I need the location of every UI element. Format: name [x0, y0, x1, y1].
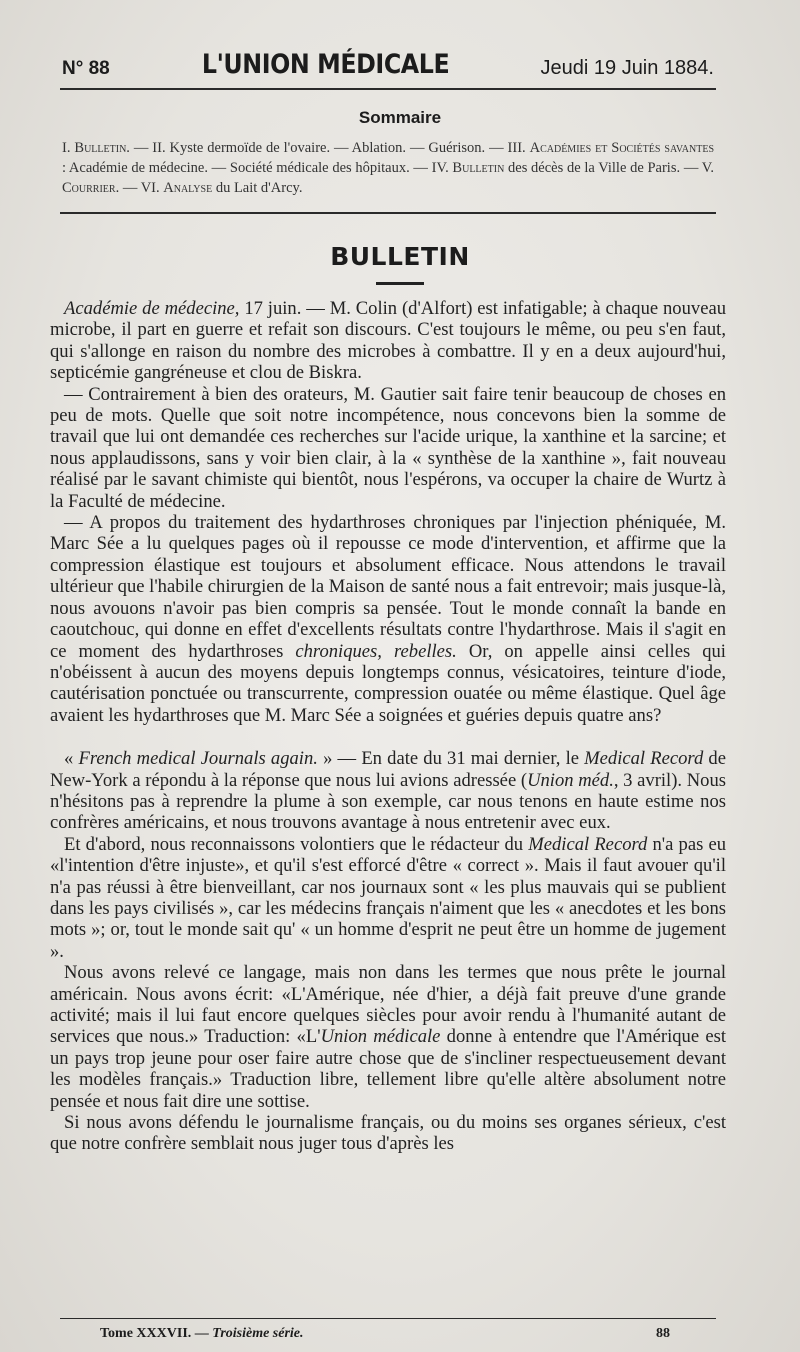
bulletin-heading: BULLETIN — [330, 242, 470, 271]
header-rule — [60, 88, 716, 90]
paragraph: « French medical Journals again. » — En date du 31 mai dernier, le Medical Record de New-York a répondu à la réponse que nous lui avions adressée (Union méd., 3 avril). Nous n'hésitons pas à reprendre la plume à son exemple, car nous tenons en haute estime nos confrères américains, et nous trouvons avantage à nous entretenir avec eux. — [50, 748, 726, 834]
paragraph: Et d'abord, nous reconnaissons volontiers que le rédacteur du Medical Record n'a pas eu «l'intention d'être injuste», et qu'il s'est efforcé d'être « correct ». Mais il faut avouer qu'il n'a pas réussi à être bienveillant, car nos journaux sont « les plus mauvais qui se publient dans les pays civilisés », car les médecins français n'aiment que les « anecdotes et les bons mots »; or, tout le monde sait qu' « un homme d'esprit ne peut être un homme de jugement ». — [50, 833, 727, 962]
sommaire-item: I. Bulletin. — [62, 140, 130, 156]
sommaire-item: V. Courrier. — [62, 160, 714, 196]
page-header — [62, 44, 714, 80]
journal-title: L'UNION MÉDICALE — [201, 49, 449, 80]
paragraph: Nous avons relevé ce langage, mais non dans les termes que nous prête le journal américain. Nous avons écrit: «L'Amérique, née d'hier, a déjà fait preuve d'une grande activité; mais il lui faut encore quelques siècles pour avoir rendu à l'humanité autant de services que nous.» Traduction: «L'Union médicale donne à entendre que l'Amérique est un pays trop jeune pour oser faire autre chose que de s'incliner respectueusement devant les modèles français.» Traduction libre, tellement libre qu'elle altère absolument notre pensée et nous fait dire une sottise. — [50, 962, 726, 1112]
sommaire-item: II. Kyste dermoïde de l'ovaire. — Ablation. — Guérison. — [152, 140, 486, 156]
footer-rule — [60, 1318, 716, 1319]
issue-date: Jeudi 19 Juin 1884. — [540, 57, 714, 79]
sommaire-item: IV. Bulletin des décès de la Ville de Paris. — [431, 160, 681, 176]
page-number: 88 — [656, 1326, 670, 1341]
sommaire-title: Sommaire — [358, 108, 442, 127]
bulletin-heading-rule — [376, 282, 424, 285]
page-footer — [100, 1326, 670, 1342]
paragraph: Si nous avons défendu le journalisme français, ou du moins ses organes sérieux, c'est que notre confrère semblait nous juger tous d'après les — [50, 1112, 726, 1155]
bulletin-body — [50, 298, 726, 1155]
sommaire-contents: I. Bulletin. — II. Kyste dermoïde de l'ovaire. — Ablation. — Guérison. — III. Académies et Sociétés savantes : Académie de médecine. — Société médicale des hôpitaux. — IV. Bulletin des décès de la Ville de Paris. — V. Courrier. — VI. Analyse du Lait d'Arcy. — [62, 140, 715, 196]
sommaire-rule — [60, 212, 716, 214]
sommaire-item: VI. Analyse du Lait d'Arcy. — [140, 180, 303, 196]
issue-number: N° 88 — [62, 58, 110, 79]
paragraph: — Contrairement à bien des orateurs, M. Gautier sait faire tenir beaucoup de choses en peu de mots. Quelle que soit notre incompétence, nous concevons bien la somme de travail que lui ont demandée ces recherches sur l'acide urique, la xanthine et la sarcine; et nous applaudissons, sans y voir bien clair, à la « synthèse de la xanthine », fait nouveau réalisé par le savant chimiste qui bientôt, nous l'espérons, va occuper la chaire de Wurtz à la Faculté de médecine. — [50, 383, 726, 512]
tome-label: Tome XXXVII. — Troisième série. — [100, 1326, 304, 1341]
paragraph: Académie de médecine, 17 juin. — M. Colin (d'Alfort) est infatigable; à chaque nouveau microbe, il part en guerre et refait son discours. C'est toujours le même, ou peu s'en faut, qui s'allonge en raison du nombre des microbes à combattre. Il y en a deux aujourd'hui, septicémie gangréneuse et clou de Biskra. — [50, 298, 727, 384]
paragraph: — A propos du traitement des hydarthroses chroniques par l'injection phéniquée, M. Marc Sée a lu quelques pages où il repousse ce mode d'intervention, et affirme que la compression élastique est toujours et absolument efficace. Nous attendons le travail ultérieur que l'habile chirurgien de la Maison de santé nous a fait entrevoir; mais jusque-là, nous avouons n'avoir pas bien compris sa pensée. Tout le monde connaît la bande en caoutchouc, qui donne en effet d'excellents résultats contre l'hydarthrose. Mais il s'agit en ce moment des hydarthroses chroniques, rebelles. Or, on appelle ainsi celles qui n'obéissent à aucun des moyens depuis longtemps connus, vésicatoires, teinture d'iode, cautérisation ponctuée ou transcurrente, compression ouatée ou même élastique. Quel âge avaient les hydarthroses que M. Marc Sée a soignées et guéries depuis quatre ans? — [50, 512, 726, 726]
sommaire-item: III. Académies et Sociétés savantes : Académie de médecine. — Société médicale des hôpitaux. — [62, 140, 715, 176]
